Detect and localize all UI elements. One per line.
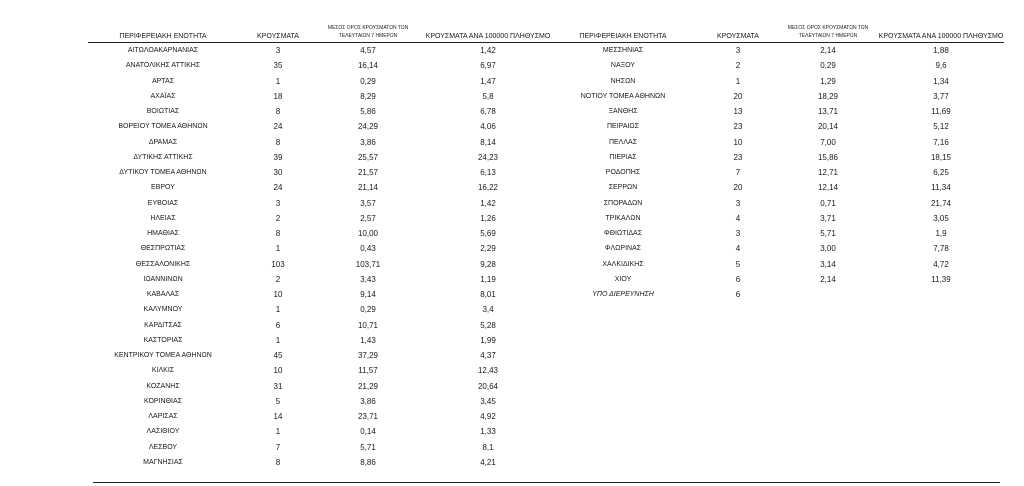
cell-avg7: 10,71 bbox=[357, 320, 379, 330]
cell-per100k: 9,28 bbox=[480, 259, 496, 269]
table-row bbox=[548, 196, 1004, 211]
cell-avg7: 15,86 bbox=[817, 152, 839, 162]
header-region: ΠΕΡΙΦΕΡΕΙΑΚΗ ΕΝΟΤΗΤΑ bbox=[119, 33, 207, 40]
cell-avg7: 37,29 bbox=[357, 351, 379, 360]
cell-region: ΣΕΡΡΩΝ bbox=[608, 184, 638, 192]
cell-cases: 10 bbox=[273, 290, 283, 299]
cell-region: ΜΕΣΣΗΝΙΑΣ bbox=[602, 47, 644, 54]
cell-cases: 1 bbox=[275, 335, 281, 345]
table-row bbox=[88, 287, 558, 302]
cell-avg7: 23,71 bbox=[357, 412, 379, 421]
table-row bbox=[88, 257, 558, 272]
header-cases: ΚΡΟΥΣΜΑΤΑ bbox=[257, 33, 299, 40]
cell-per100k: 11,34 bbox=[931, 183, 951, 193]
cell-cases: 2 bbox=[735, 61, 741, 71]
cell-per100k: 7,16 bbox=[933, 137, 949, 147]
cell-avg7: 3,00 bbox=[820, 244, 836, 254]
cell-cases: 5 bbox=[735, 259, 741, 269]
cell-region: ΔΡΑΜΑΣ bbox=[148, 138, 178, 146]
cell-region: ΑΡΤΑΣ bbox=[151, 77, 175, 85]
cell-region: ΑΙΤΩΛΟΑΚΑΡΝΑΝΙΑΣ bbox=[127, 47, 199, 54]
cell-per100k: 7,78 bbox=[933, 244, 949, 254]
cell-avg7: 12,71 bbox=[817, 168, 839, 177]
cell-region: ΧΑΛΚΙΔΙΚΗΣ bbox=[602, 260, 644, 268]
cell-avg7: 10,00 bbox=[357, 229, 379, 238]
cell-per100k: 8,14 bbox=[480, 137, 496, 147]
cell-avg7: 11,57 bbox=[358, 366, 378, 376]
cell-per100k: 16,22 bbox=[477, 183, 499, 193]
cell-per100k: 4,92 bbox=[480, 412, 496, 421]
table-row bbox=[88, 135, 558, 150]
cell-avg7: 2,14 bbox=[820, 46, 836, 55]
cell-region: ΘΕΣΣΑΛΟΝΙΚΗΣ bbox=[135, 260, 191, 268]
cell-region: ΧΙΟΥ bbox=[614, 275, 632, 283]
cell-cases: 20 bbox=[733, 91, 743, 101]
cell-region: ΝΑΞΟΥ bbox=[610, 62, 636, 70]
table-row bbox=[548, 257, 1004, 272]
cell-avg7: 7,00 bbox=[820, 137, 836, 147]
cell-region: ΦΘΙΩΤΙΔΑΣ bbox=[603, 230, 643, 237]
cell-cases: 6 bbox=[275, 320, 281, 330]
cell-region: ΕΒΡΟΥ bbox=[151, 184, 175, 192]
cell-avg7: 25,57 bbox=[357, 152, 379, 162]
cell-per100k: 8,01 bbox=[480, 290, 496, 299]
cell-cases: 1 bbox=[735, 76, 741, 86]
table-row bbox=[88, 241, 558, 256]
cell-per100k: 5,69 bbox=[480, 229, 496, 238]
cell-cases: 18 bbox=[273, 91, 283, 101]
cell-per100k: 1,47 bbox=[480, 76, 496, 86]
cell-avg7: 3,71 bbox=[820, 213, 836, 223]
cell-cases: 13 bbox=[733, 107, 743, 116]
cell-cases: 1 bbox=[275, 427, 281, 437]
cell-per100k: 3,4 bbox=[482, 305, 494, 315]
cell-per100k: 1,88 bbox=[933, 46, 949, 55]
cell-avg7: 0,29 bbox=[360, 76, 376, 86]
cell-region: ΛΑΡΙΣΑΣ bbox=[148, 413, 178, 420]
cell-region: ΠΕΙΡΑΙΩΣ bbox=[607, 123, 639, 131]
cell-avg7: 4,57 bbox=[360, 46, 376, 55]
cell-per100k: 1,42 bbox=[480, 198, 496, 208]
cell-cases: 4 bbox=[735, 213, 741, 223]
table-row bbox=[548, 211, 1004, 226]
table-row bbox=[548, 180, 1004, 195]
cell-avg7: 0,71 bbox=[820, 198, 836, 208]
table-row bbox=[88, 104, 558, 119]
cell-per100k: 6,25 bbox=[933, 168, 949, 177]
table-row bbox=[88, 348, 558, 363]
cell-cases: 6 bbox=[735, 290, 741, 299]
table-row bbox=[548, 104, 1004, 119]
cell-per100k: 1,34 bbox=[933, 76, 949, 86]
header-avg7-line1: ΜΕΣΟΣ ΟΡΟΣ ΚΡΟΥΣΜΑΤΩΝ ΤΩΝ bbox=[787, 25, 869, 31]
cell-cases: 1 bbox=[275, 76, 281, 86]
table-row bbox=[548, 74, 1004, 89]
cell-region: ΚΙΛΚΙΣ bbox=[151, 367, 175, 375]
cell-avg7: 8,29 bbox=[360, 91, 376, 101]
table-row bbox=[88, 318, 558, 333]
cell-cases: 39 bbox=[273, 152, 283, 162]
table-row bbox=[548, 135, 1004, 150]
cell-per100k: 21,74 bbox=[930, 198, 952, 208]
cell-cases: 1 bbox=[275, 305, 281, 315]
cell-region: ΦΛΩΡΙΝΑΣ bbox=[604, 245, 642, 253]
table-row bbox=[548, 58, 1004, 73]
table-row bbox=[88, 333, 558, 348]
cell-region: ΥΠΟ ΔΙΕΡΕΥΝΗΣΗ bbox=[592, 291, 654, 298]
cell-region: ΔΥΤΙΚΟΥ ΤΟΜΕΑ ΑΘΗΝΩΝ bbox=[119, 169, 207, 176]
cell-cases: 8 bbox=[275, 457, 281, 467]
table-row bbox=[88, 394, 558, 409]
table-row bbox=[88, 211, 558, 226]
cell-per100k: 3,77 bbox=[933, 91, 949, 101]
cell-avg7: 5,86 bbox=[360, 107, 376, 116]
cell-cases: 35 bbox=[273, 61, 283, 71]
cell-cases: 31 bbox=[273, 381, 283, 391]
cell-per100k: 3,45 bbox=[480, 396, 496, 406]
cell-cases: 3 bbox=[275, 46, 281, 55]
cell-cases: 2 bbox=[275, 213, 281, 223]
cell-cases: 20 bbox=[733, 183, 743, 193]
table-row bbox=[88, 363, 558, 378]
table-row bbox=[548, 89, 1004, 104]
table-row bbox=[88, 272, 558, 287]
table-header bbox=[88, 0, 558, 43]
cell-region: ΔΥΤΙΚΗΣ ΑΤΤΙΚΗΣ bbox=[133, 153, 193, 161]
cell-per100k: 9,6 bbox=[935, 61, 947, 71]
cell-avg7: 8,86 bbox=[360, 457, 376, 467]
header-avg7-line1: ΜΕΣΟΣ ΟΡΟΣ ΚΡΟΥΣΜΑΤΩΝ ΤΩΝ bbox=[327, 25, 409, 31]
cell-avg7: 1,29 bbox=[820, 76, 836, 86]
cell-avg7: 2,14 bbox=[820, 274, 836, 284]
cell-region: ΙΩΑΝΝΙΝΩΝ bbox=[143, 275, 183, 283]
cell-per100k: 4,72 bbox=[933, 259, 949, 269]
cell-avg7: 0,29 bbox=[820, 61, 836, 71]
cell-region: ΝΗΣΩΝ bbox=[610, 77, 636, 85]
cell-per100k: 6,13 bbox=[480, 168, 496, 177]
cell-per100k: 1,19 bbox=[480, 274, 496, 284]
cell-cases: 5 bbox=[275, 396, 281, 406]
table-row bbox=[88, 119, 558, 134]
cell-region: ΑΝΑΤΟΛΙΚΗΣ ΑΤΤΙΚΗΣ bbox=[125, 62, 201, 70]
cell-avg7: 0,43 bbox=[360, 244, 376, 254]
table-row bbox=[548, 287, 1004, 302]
header-per100k: ΚΡΟΥΣΜΑΤΑ ΑΝΑ 100000 ΠΛΗΘΥΣΜΟ bbox=[425, 33, 551, 40]
cell-per100k: 3,05 bbox=[933, 213, 949, 223]
cell-cases: 6 bbox=[735, 274, 741, 284]
table-row bbox=[88, 58, 558, 73]
cell-per100k: 5,28 bbox=[480, 320, 496, 330]
table-row bbox=[548, 150, 1004, 165]
cell-region: ΕΥΒΟΙΑΣ bbox=[147, 199, 179, 207]
cell-per100k: 4,37 bbox=[480, 351, 496, 360]
cell-avg7: 5,71 bbox=[360, 442, 376, 452]
cell-per100k: 20,64 bbox=[477, 381, 499, 391]
cell-per100k: 1,9 bbox=[935, 229, 947, 238]
cell-per100k: 11,69 bbox=[931, 107, 951, 116]
table-row bbox=[88, 196, 558, 211]
cell-region: ΣΠΟΡΑΔΩΝ bbox=[603, 199, 643, 207]
table-row bbox=[548, 119, 1004, 134]
table-row bbox=[88, 302, 558, 317]
cell-avg7: 3,14 bbox=[820, 259, 836, 269]
cell-region: ΚΑΒΑΛΑΣ bbox=[146, 291, 180, 298]
cell-avg7: 3,86 bbox=[360, 137, 376, 147]
cell-region: ΤΡΙΚΑΛΩΝ bbox=[605, 214, 641, 222]
table-row bbox=[88, 455, 558, 470]
cell-cases: 7 bbox=[735, 168, 741, 177]
cell-region: ΠΕΛΛΑΣ bbox=[608, 138, 638, 146]
cell-region: ΛΕΣΒΟΥ bbox=[148, 443, 178, 451]
table-row bbox=[548, 226, 1004, 241]
table-row bbox=[548, 43, 1004, 58]
header-avg7 bbox=[778, 24, 878, 40]
cell-cases: 14 bbox=[273, 412, 283, 421]
header-cases: ΚΡΟΥΣΜΑΤΑ bbox=[717, 33, 759, 40]
cell-avg7: 0,29 bbox=[360, 305, 376, 315]
cell-avg7: 2,57 bbox=[360, 213, 376, 223]
cell-cases: 2 bbox=[275, 274, 281, 284]
cell-cases: 8 bbox=[275, 137, 281, 147]
table-row bbox=[88, 180, 558, 195]
cell-cases: 103 bbox=[271, 259, 285, 269]
cell-region: ΚΟΡΙΝΘΙΑΣ bbox=[144, 397, 182, 405]
cell-cases: 10 bbox=[273, 366, 283, 376]
cell-per100k: 4,21 bbox=[480, 457, 496, 467]
cell-per100k: 12,43 bbox=[477, 366, 499, 376]
cell-cases: 24 bbox=[273, 183, 283, 193]
cell-avg7: 5,71 bbox=[820, 229, 836, 238]
cell-region: ΚΑΡΔΙΤΣΑΣ bbox=[144, 321, 182, 329]
cell-region: ΜΑΓΝΗΣΙΑΣ bbox=[143, 458, 183, 466]
table-row bbox=[88, 424, 558, 439]
cell-cases: 3 bbox=[275, 198, 281, 208]
bottom-rule bbox=[93, 482, 1000, 483]
cell-avg7: 20,14 bbox=[817, 122, 839, 132]
table-header bbox=[548, 0, 1004, 43]
cell-cases: 10 bbox=[733, 137, 743, 147]
cell-avg7: 0,14 bbox=[360, 427, 376, 437]
cell-avg7: 3,43 bbox=[360, 274, 376, 284]
cell-cases: 8 bbox=[275, 229, 281, 238]
cell-per100k: 1,26 bbox=[480, 213, 496, 223]
cell-cases: 3 bbox=[735, 46, 741, 55]
cell-cases: 24 bbox=[273, 122, 283, 132]
table-row bbox=[88, 226, 558, 241]
cell-region: ΒΟΙΩΤΙΑΣ bbox=[146, 108, 180, 115]
cell-region: ΚΑΛΥΜΝΟΥ bbox=[143, 306, 183, 314]
cell-per100k: 6,97 bbox=[480, 61, 496, 71]
table-row bbox=[88, 43, 558, 58]
cell-region: ΠΙΕΡΙΑΣ bbox=[609, 153, 637, 161]
cell-cases: 4 bbox=[735, 244, 741, 254]
cell-per100k: 1,99 bbox=[480, 335, 496, 345]
cell-region: ΛΑΣΙΘΙΟΥ bbox=[146, 428, 180, 436]
cell-avg7: 13,71 bbox=[817, 107, 839, 116]
header-avg7-line2: ΤΕΛΕΥΤΑΙΩΝ 7 ΗΜΕΡΩΝ bbox=[798, 33, 858, 39]
cell-avg7: 103,71 bbox=[355, 259, 381, 269]
cell-avg7: 3,86 bbox=[360, 396, 376, 406]
cell-avg7: 21,14 bbox=[357, 183, 379, 193]
cell-region: ΗΜΑΘΙΑΣ bbox=[147, 230, 179, 237]
table-row bbox=[88, 74, 558, 89]
table-row bbox=[88, 165, 558, 180]
table-row bbox=[548, 165, 1004, 180]
cell-region: ΞΑΝΘΗΣ bbox=[608, 108, 638, 115]
cell-per100k: 8,1 bbox=[482, 442, 494, 452]
cell-region: ΘΕΣΠΡΩΤΙΑΣ bbox=[140, 245, 186, 253]
cell-cases: 45 bbox=[273, 351, 283, 360]
cell-region: ΑΧΑΪΑΣ bbox=[150, 92, 176, 100]
cell-avg7: 21,57 bbox=[357, 168, 379, 177]
cell-region: ΚΟΖΑΝΗΣ bbox=[146, 382, 180, 390]
cell-region: ΚΑΣΤΟΡΙΑΣ bbox=[143, 336, 183, 344]
cell-per100k: 4,06 bbox=[480, 122, 496, 132]
cell-avg7: 16,14 bbox=[357, 61, 379, 71]
cell-cases: 7 bbox=[275, 442, 281, 452]
cell-per100k: 1,33 bbox=[480, 427, 496, 437]
table-row bbox=[88, 379, 558, 394]
cell-cases: 1 bbox=[275, 244, 281, 254]
cell-cases: 3 bbox=[735, 229, 741, 238]
cell-cases: 30 bbox=[273, 168, 283, 177]
cell-per100k: 11,39 bbox=[931, 274, 951, 284]
header-region: ΠΕΡΙΦΕΡΕΙΑΚΗ ΕΝΟΤΗΤΑ bbox=[579, 33, 667, 40]
table-row bbox=[88, 150, 558, 165]
header-avg7 bbox=[318, 24, 418, 40]
header-per100k: ΚΡΟΥΣΜΑΤΑ ΑΝΑ 100000 ΠΛΗΘΥΣΜΟ bbox=[878, 33, 1004, 40]
table-row bbox=[88, 409, 558, 424]
table-row bbox=[88, 440, 558, 455]
cell-avg7: 3,57 bbox=[360, 198, 376, 208]
cell-region: ΗΛΕΙΑΣ bbox=[150, 214, 176, 222]
cell-per100k: 1,42 bbox=[480, 46, 496, 55]
cell-avg7: 9,14 bbox=[360, 290, 376, 299]
cell-avg7: 24,29 bbox=[357, 122, 379, 132]
cell-avg7: 18,29 bbox=[817, 91, 839, 101]
cell-cases: 3 bbox=[735, 198, 741, 208]
cell-cases: 23 bbox=[733, 122, 743, 132]
cell-avg7: 12,14 bbox=[817, 183, 839, 193]
cell-cases: 23 bbox=[733, 152, 743, 162]
cell-per100k: 18,15 bbox=[930, 152, 952, 162]
cell-avg7: 1,43 bbox=[360, 335, 376, 345]
cell-per100k: 6,78 bbox=[480, 107, 496, 116]
cell-per100k: 24,23 bbox=[477, 152, 499, 162]
cell-region: ΝΟΤΙΟΥ ΤΟΜΕΑ ΑΘΗΝΩΝ bbox=[580, 92, 666, 100]
cell-region: ΚΕΝΤΡΙΚΟΥ ΤΟΜΕΑ ΑΘΗΝΩΝ bbox=[114, 352, 212, 359]
header-avg7-line2: ΤΕΛΕΥΤΑΙΩΝ 7 ΗΜΕΡΩΝ bbox=[338, 33, 398, 39]
cell-per100k: 5,8 bbox=[482, 91, 494, 101]
cell-per100k: 5,12 bbox=[933, 122, 949, 132]
cell-avg7: 21,29 bbox=[357, 381, 379, 391]
cell-per100k: 2,29 bbox=[480, 244, 496, 254]
cell-region: ΒΟΡΕΙΟΥ ΤΟΜΕΑ ΑΘΗΝΩΝ bbox=[118, 123, 208, 131]
table-row bbox=[548, 241, 1004, 256]
table-row bbox=[548, 272, 1004, 287]
cell-cases: 8 bbox=[275, 107, 281, 116]
cell-region: ΡΟΔΟΠΗΣ bbox=[605, 169, 641, 176]
table-row bbox=[88, 89, 558, 104]
